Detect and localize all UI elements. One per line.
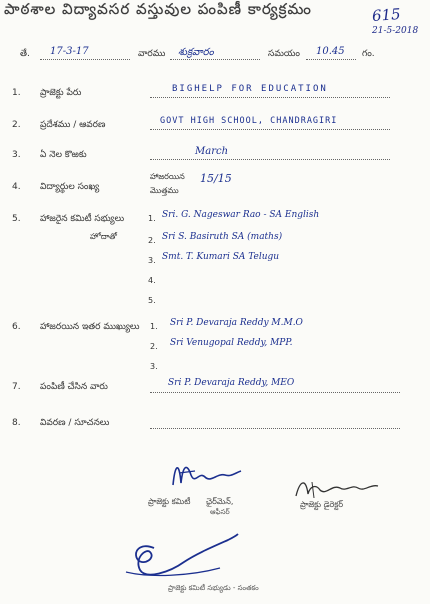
field-label-distributor: పంపిణీ చేసిన వారు [40,382,108,392]
field-line-7 [150,392,400,393]
field-label-place: ప్రదేశము / ఆవరణ [40,120,106,130]
director-label: ప్రాజెక్టు డైరెక్టర్ [300,500,344,509]
time-label: సమయం [268,49,300,59]
committee-designation-label: హోదాతో [90,232,117,241]
chairman-label: ఛైర్‌మెన్, [206,497,234,506]
form-title: పాఠశాల విద్యావసర వస్తువుల పంపిణీ కార్యక్రమం [4,0,312,18]
students-total-label: మొత్తము [150,186,179,195]
field-number-3: 3. [12,150,21,160]
field-label-committee: హాజరైన కమిటీ సభ్యులు [40,214,125,224]
committee-num-4: 4. [148,276,156,285]
committee-num-3: 3. [148,256,156,265]
date-time-row [10,46,420,66]
time-unit: గం. [362,49,375,59]
field-number-4: 4. [12,182,21,192]
member-signature [120,528,250,588]
committee-member-3: Smt. T. Kumari SA Telugu [162,252,280,262]
chairman-sub-label: ఆఫీసర్ [210,508,230,516]
field-label-others: హాజరయిన ఇతర ముఖ్యులు [40,322,140,332]
field-line-3 [150,159,390,160]
date-value: 17-3-17 [50,46,89,57]
others-member-2: Sri Venugopal Reddy, MPP. [170,338,293,348]
field-line-2 [150,129,390,130]
time-value: 10.45 [316,46,345,57]
field-number-5: 5. [12,214,21,224]
others-member-1: Sri P. Devaraja Reddy M.M.O [170,318,303,328]
field-line-1 [150,97,390,98]
field-number-7: 7. [12,382,21,392]
others-num-2: 2. [150,342,158,351]
field-label-project: ప్రాజెక్టు పేరు [40,88,82,98]
day-label: వారము [138,49,166,59]
field-label-remarks: వివరణ / సూచనలు [40,418,110,428]
form-date: 21-5-2018 [372,26,419,36]
field-number-2: 2. [12,120,21,130]
day-value: శుక్రవారం [178,47,214,58]
committee-num-5: 5. [148,296,156,305]
committee-member-2: Sri S. Basiruth SA (maths) [162,232,283,242]
field-number-6: 6. [12,322,21,332]
others-num-3: 3. [150,362,158,371]
day-line [170,59,260,60]
member-signature-label: ప్రాజెక్టు కమిటీ సభ్యుడు - సంతకం [168,584,259,592]
chairman-signature [165,455,245,495]
form-number: 615 [371,5,402,25]
field-number-1: 1. [12,88,21,98]
committee-num-2: 2. [148,236,156,245]
field-line-8 [150,428,400,429]
field-value-month: March [195,146,229,157]
committee-signature-label: ప్రాజెక్టు కమిటీ [148,497,191,506]
field-label-month: ఏ నెల కొఱకు [40,150,87,160]
field-value-distributor: Sri P. Devaraja Reddy, MEO [168,378,295,388]
field-label-students: విద్యార్థుల సంఖ్య [40,182,100,192]
others-num-1: 1. [150,322,158,331]
time-line [306,59,356,60]
committee-member-1: Sri. G. Nageswar Rao - SA English [162,210,320,220]
committee-num-1: 1. [148,214,156,223]
students-present-label: హాజరయిన [150,172,185,181]
field-value-place: GOVT HIGH SCHOOL, CHANDRAGIRI [160,116,338,126]
field-value-project: BIGHELP FOR EDUCATION [172,84,328,94]
field-value-students: 15/15 [200,172,232,185]
field-number-8: 8. [12,418,21,428]
date-line [40,59,130,60]
date-label: తే. [20,49,30,59]
